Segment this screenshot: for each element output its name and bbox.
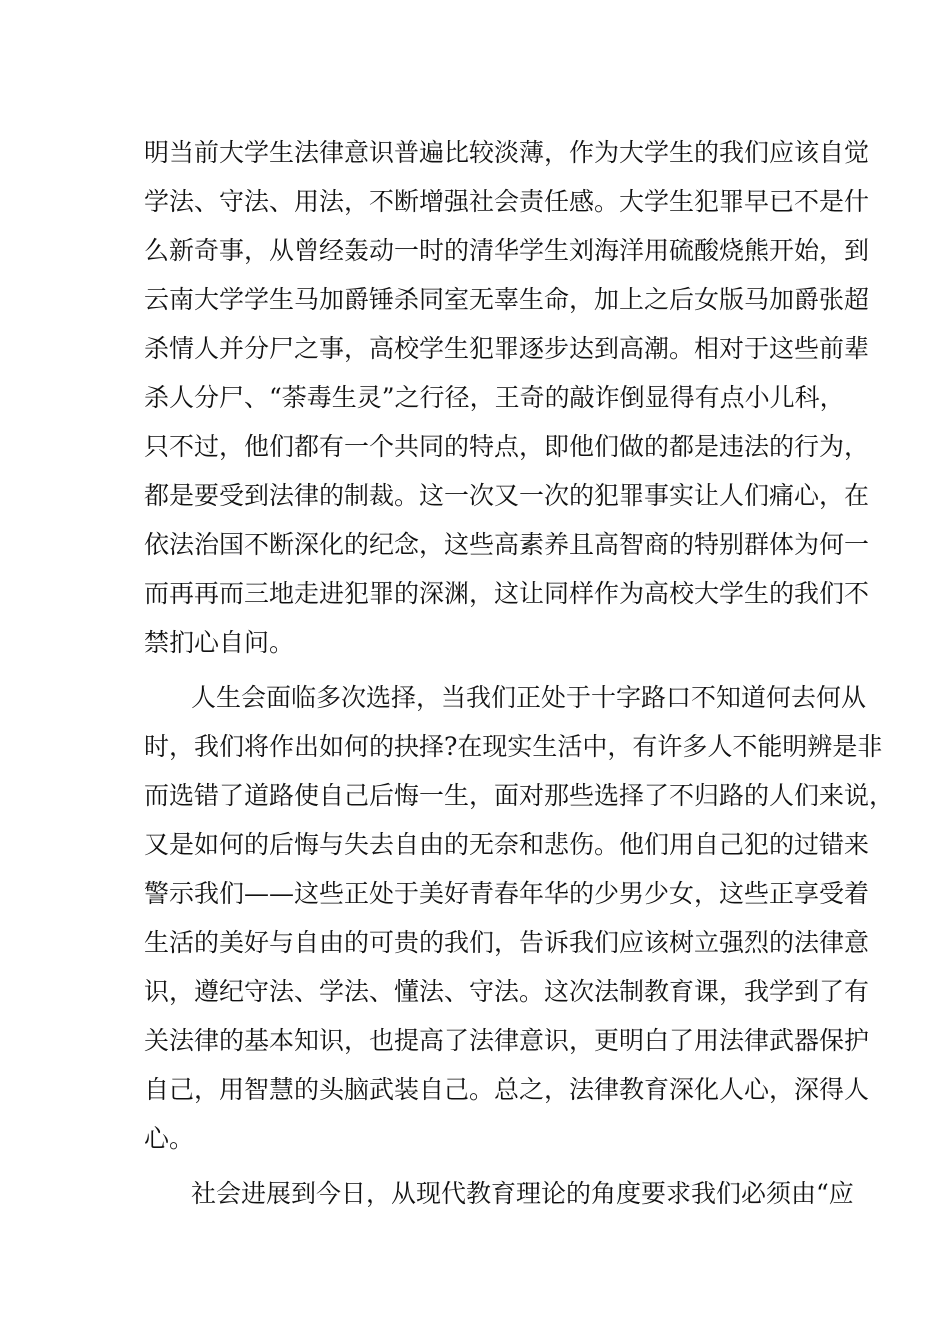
- paragraph-1-line: 杀人分尸、“荼毒生灵”之行径，王奇的敲诈倒显得有点小儿科，: [144, 383, 845, 412]
- paragraph-2-line: 生活的美好与自由的可贵的我们，告诉我们应该树立强烈的法律意: [144, 928, 870, 957]
- paragraph-1-line: 学法、守法、用法，不断增强社会责任感。大学生犯罪早已不是什: [144, 187, 870, 216]
- paragraph-2-line: 而选错了道路使自己后悔一生，面对那些选择了不归路的人们来说，: [144, 781, 895, 810]
- paragraph-1-line: 而再再而三地走进犯罪的深渊，这让同样作为高校大学生的我们不: [144, 579, 870, 608]
- paragraph-2-line: 自己，用智慧的头脑武装自己。总之，法律教育深化人心，深得人: [144, 1075, 870, 1104]
- paragraph-2-line: 心。: [144, 1124, 195, 1153]
- paragraph-2-line: 识，遵纪守法、学法、懂法、守法。这次法制教育课，我学到了有: [144, 977, 870, 1006]
- paragraph-2-line: 人生会面临多次选择，当我们正处于十字路口不知道何去何从: [191, 683, 867, 712]
- paragraph-1-line: 明当前大学生法律意识普遍比较淡薄，作为大学生的我们应该自觉: [144, 138, 870, 167]
- paragraph-1-line: 么新奇事，从曾经轰动一时的清华学生刘海洋用硫酸烧熊开始，到: [144, 236, 870, 265]
- paragraph-1-line: 依法治国不断深化的纪念，这些高素养且高智商的特别群体为何一: [144, 530, 870, 559]
- paragraph-1-line: 禁扪心自问。: [144, 628, 295, 657]
- paragraph-2-line: 时，我们将作出如何的抉择?在现实生活中，有许多人不能明辨是非: [144, 732, 883, 761]
- paragraph-3-line: 社会进展到今日，从现代教育理论的角度要求我们必须由“应: [191, 1179, 854, 1208]
- paragraph-2-line: 关法律的基本知识，也提高了法律意识，更明白了用法律武器保护: [144, 1026, 870, 1055]
- paragraph-1-line: 都是要受到法律的制裁。这一次又一次的犯罪事实让人们痛心，在: [144, 481, 870, 510]
- paragraph-1-line: 杀情人并分尸之事，高校学生犯罪逐步达到高潮。相对于这些前辈: [144, 334, 870, 363]
- paragraph-1-line: 只不过，他们都有一个共同的特点，即他们做的都是违法的行为，: [144, 432, 870, 461]
- paragraph-2-line: 又是如何的后悔与失去自由的无奈和悲伤。他们用自己犯的过错来: [144, 830, 870, 859]
- paragraph-1-line: 云南大学学生马加爵锤杀同室无辜生命，加上之后女版马加爵张超: [144, 285, 870, 314]
- paragraph-2-line: 警示我们——这些正处于美好青春年华的少男少女，这些正享受着: [144, 879, 870, 908]
